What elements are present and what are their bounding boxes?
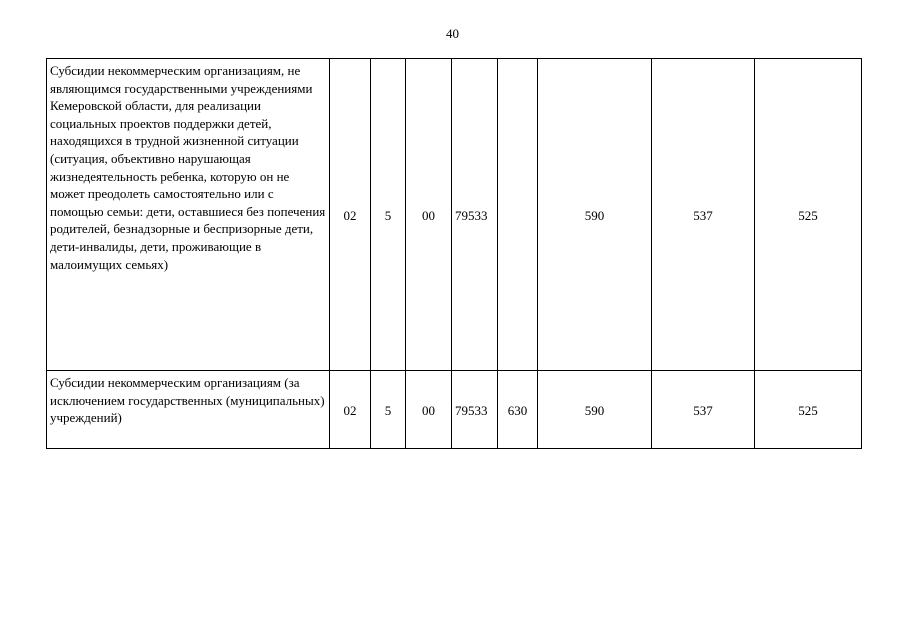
row-description: Субсидии некоммерческим организациям (за исключением государственных (муниципальных) учреждений) <box>47 371 330 449</box>
table-row <box>47 371 862 449</box>
amount-year-1: 590 <box>538 59 652 371</box>
target-code: 79533 <box>452 371 498 449</box>
subprogram-code: 00 <box>406 59 452 371</box>
program-code: 5 <box>371 371 406 449</box>
section-code: 02 <box>330 59 371 371</box>
amount-year-2: 537 <box>652 371 755 449</box>
row-description: Субсидии некоммерческим организациям, не являющимся государственными учреждениями Кемеровской области, для реализации социальных проектов поддержки детей, находящихся в трудной жизненной ситуации (ситуация, объективно нарушающая жизнедеятельность ребенка, которую он не может преодолеть самостоятельно или с помощью семьи: дети, оставшиеся без попечения родителей, безнадзорные и беспризорные дети, дети-инвалиды, дети, проживающие в малоимущих семьях) <box>47 59 330 371</box>
expense-type-code <box>498 59 538 371</box>
amount-year-3: 525 <box>755 59 862 371</box>
amount-year-1: 590 <box>538 371 652 449</box>
amount-year-3: 525 <box>755 371 862 449</box>
expense-type-code: 630 <box>498 371 538 449</box>
subprogram-code: 00 <box>406 371 452 449</box>
section-code: 02 <box>330 371 371 449</box>
page-number: 40 <box>446 26 459 41</box>
program-code: 5 <box>371 59 406 371</box>
table-row <box>47 59 862 371</box>
target-code: 79533 <box>452 59 498 371</box>
amount-year-2: 537 <box>652 59 755 371</box>
budget-table <box>46 58 862 449</box>
